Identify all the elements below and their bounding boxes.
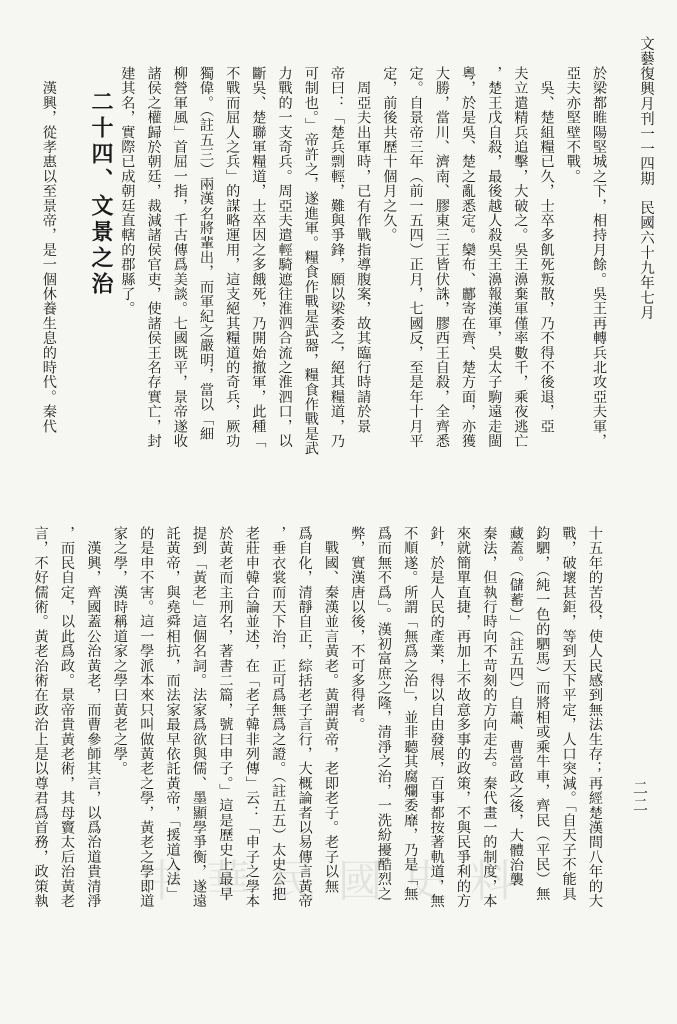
text-column: 力戰的一支奇兵。周亞夫遣輕騎遮往淮泗合流之淮泗口，以 (276, 66, 293, 449)
text-column: 吳、楚組糧已久，士卒多飢死叛散，乃不得不後退，亞 (538, 66, 555, 434)
page-number: 二二 (631, 780, 649, 814)
text-column: 建其名，實際已成朝廷直轄的郡縣了。 (119, 66, 136, 316)
text-column: 諸侯之權歸於朝廷，裁減諸侯官吏，使諸侯王名存實亡，封 (145, 66, 162, 449)
watermark-stamp: 中華民國史料 (140, 856, 536, 907)
text-column: 的是申不害。這一學派本來只叫做黃老之學，黃老之學即道 (138, 526, 155, 909)
text-column: ，楚王戊自殺，最後越人殺吳王濞報漢軍，吳太子駒遠走閩 (486, 66, 503, 449)
text-column: 定，前後共歷十個月之久。 (381, 66, 398, 243)
text-column: 託黃帝，與堯舜相抗，而法家最早依託黃帝，「援道入法」 (164, 526, 181, 902)
text-column: 帝曰：「楚兵剽輕，難與爭鋒，願以梁委之，絕其糧道，乃 (329, 66, 345, 449)
text-column: 家之學，漢時稱道家之學曰黃老之學。 (111, 526, 128, 776)
text-column: 獨偉。（註五三）兩漢名將輩出，而軍紀之嚴明，當以「細 (198, 66, 214, 442)
text-column: 鈞駟，（純一色的駟馬）而將相或乘牛車，齊民（平民）無 (534, 526, 551, 902)
issue-date: 民國六十九年七月 (638, 200, 654, 320)
text-column: 爲自化，清靜自正，綜括老子言行，大概論者以易傳言黃帝 (296, 526, 313, 909)
text-column: 於黃老而主刑名，著書二篇，號曰申子。」這是歷史上最早 (217, 526, 234, 902)
text-column: 針，於是人民的產業，得以自由發展，百事都按著軌道，無 (428, 526, 445, 909)
text-column: 老莊申韓合論並述，在「老子韓非列傳」云：「申子之學本 (243, 526, 260, 909)
text-column: ，而民自定，以此爲政。景帝貴黃老術，其母竇太后治黃老 (59, 526, 75, 909)
text-column: 戰，破壞甚鉅，等到天下平定，人口突減。「自天子不能具 (560, 526, 577, 902)
text-column: 不順遂。所謂「無爲之治」，並非聽其腐爛委靡，乃是「無 (402, 526, 419, 902)
text-column: 柳營軍風」首屈一指，千古傳爲美談。七國既平，景帝遂收 (171, 66, 188, 449)
text-column: 來就簡單直捷，再加上不故意多事的政策，不與民爭利的方 (455, 526, 471, 909)
text-column: 定。自景帝三年（前一五四）正月，七國反，至是年十月平 (407, 66, 424, 449)
section-heading: 二十四、文景之治 (88, 90, 114, 298)
text-column: 大勝，當川、濟南、膠東三王皆伏誅，膠西王自殺，全齊悉 (433, 66, 450, 449)
text-column: 周亞夫出軍時，已有作戰指導腹案，故其臨行時請於景 (355, 66, 372, 434)
text-column: 爲而無不爲」。漢初富庶之隆，清淨之治，一洗紛擾酷烈之 (375, 526, 392, 902)
text-column: 粵，於是吳、楚之亂悉定。欒布、酈寄在齊、楚方面，亦獲 (460, 66, 476, 449)
text-column: 秦法，但執行時向不苛刻的方向走去。秦代畫一的制度，本 (481, 526, 498, 909)
text-column: 亞夫亦堅壁不戰。 (564, 66, 581, 184)
running-header (637, 36, 655, 476)
text-column: ，垂衣裳而天下治，正可爲無爲之證。（註五五）太史公把 (270, 526, 287, 902)
journal-title: 文藝復興月刊一一四期 (638, 36, 654, 186)
text-column: 言，不好儒術。黃老治術在政治上是以尊君爲首務，政策執 (32, 526, 49, 909)
text-column: 不戰而屈人之兵」的謀略運用，這支絕其糧道的奇兵，厥功 (224, 66, 241, 449)
text-column: 於梁都睢陽堅城之下，相持月餘。吳王再轉兵北攻亞夫軍， (591, 66, 607, 449)
text-column: 夫立遣精兵追擊，大破之。吳王濞棄軍僅率數千，乘夜逃亡 (512, 66, 529, 449)
text-column: 可制也。」帝許之，遂進軍。糧食作戰是武器，糧食作戰是武 (302, 66, 319, 456)
text-column: 漢興，齊國蓋公治黃老，而曹參師其言，以爲治道貴清淨 (85, 526, 102, 909)
text-column: 十五年的苦役，使人民感到無法生存；再經楚漢間八年的大 (587, 526, 603, 909)
text-column: 提到「黃老」這個名詞。法家爲欲與儒、墨顯學爭衡，遂遠 (191, 526, 207, 909)
text-column: 弊，實漢唐以後，不可多得者。 (349, 526, 366, 732)
text-column: 戰國、秦漢並言黃老。黃謂黃帝，老即老子。老子以無 (323, 526, 339, 894)
text-column: 漢興，從孝惠以至景帝，是一個休養生息的時代。秦代 (40, 66, 57, 434)
text-column: 藏蓋。（儲蓄）」（註五四）自蕭、曹當政之後，大體治襲 (507, 526, 524, 887)
text-column: 斷吳、楚聯軍糧道，士卒因之多餓死，乃開始撤軍，此種「 (250, 66, 267, 449)
